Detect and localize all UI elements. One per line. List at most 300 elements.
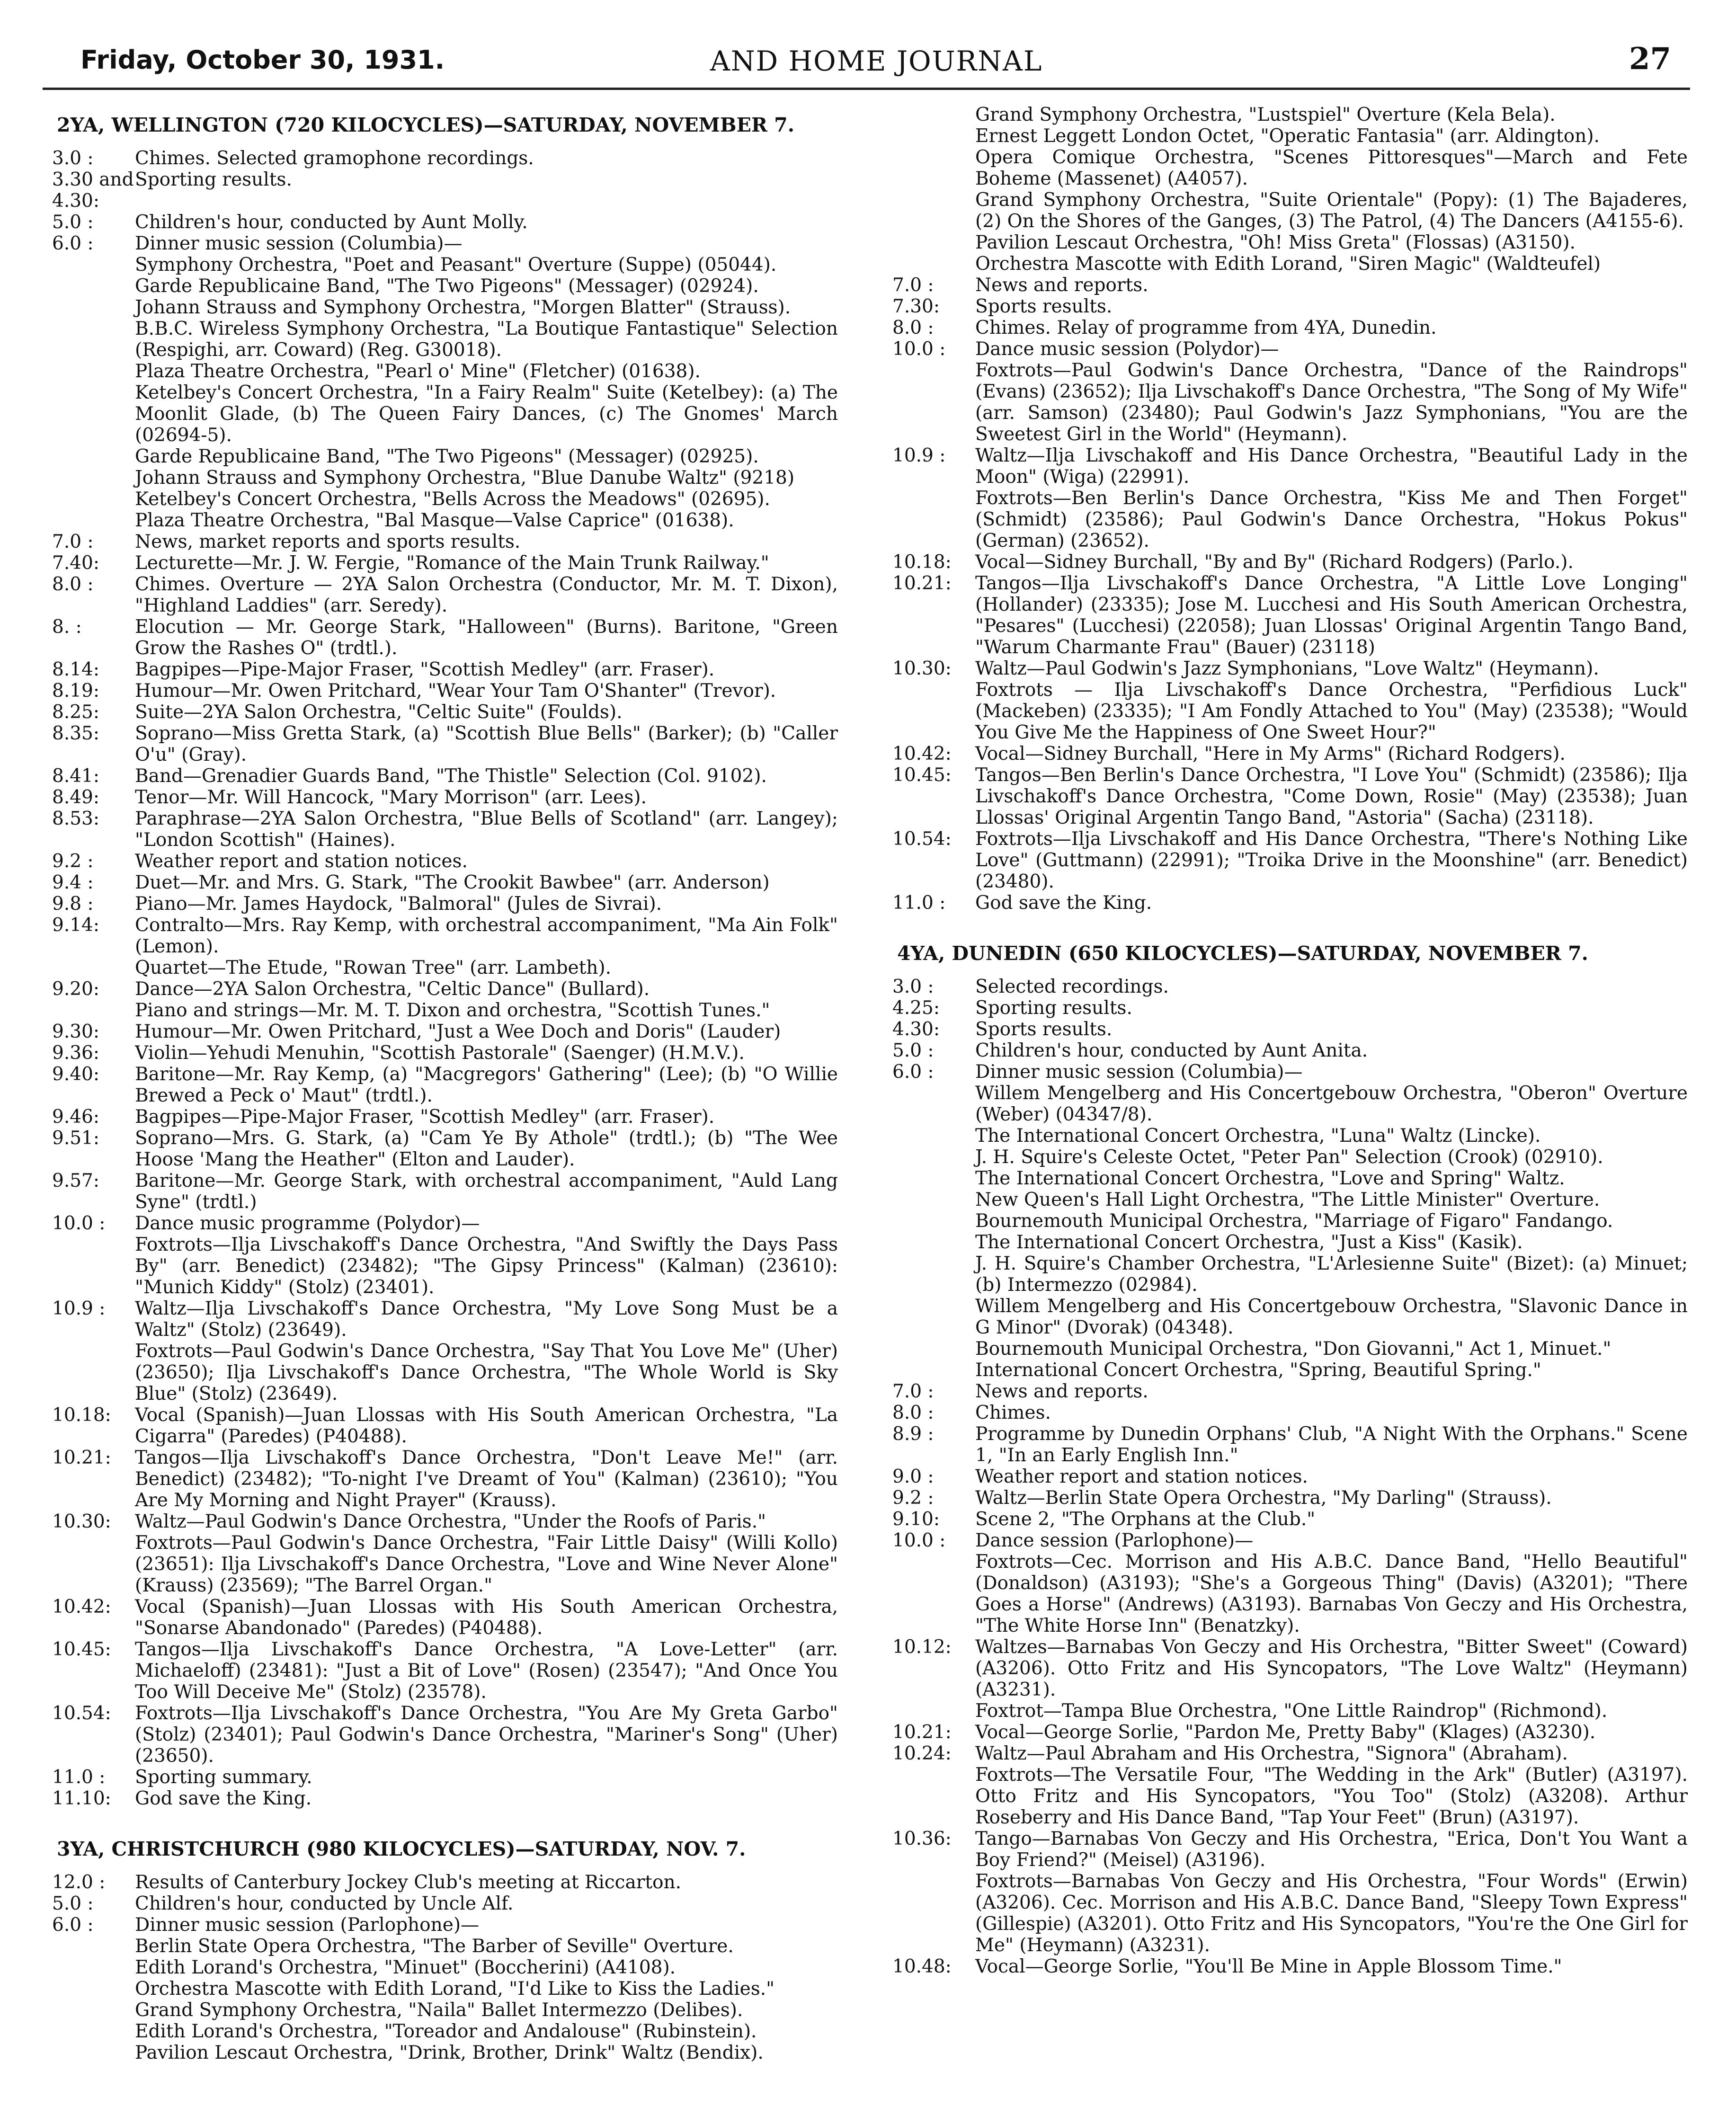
entry-time — [52, 254, 135, 275]
entry-time — [52, 2042, 135, 2063]
programme-entry — [52, 978, 838, 1000]
entry-text: Vocal—Sidney Burchall, "Here in My Arms" (Richard Rodgers). — [975, 743, 1566, 764]
entry-time — [892, 1700, 975, 1722]
entry-text: God save the King. — [975, 892, 1152, 914]
programme-entry — [52, 659, 838, 680]
entry-text: Vocal—George Sorlie, "Pardon Me, Pretty Baby" (Klages) (A3230). — [975, 1722, 1596, 1743]
entry-text: Tango—Barnabas Von Geczy and His Orchestra, "Erica, Don't You Want a Boy Friend?" (Meisel) (A3196). — [975, 1828, 1688, 1871]
programme-entry — [52, 2021, 838, 2042]
entry-time — [892, 189, 975, 232]
entry-text: Foxtrots—Paul Godwin's Dance Orchestra, "Say That You Love Me" (Uher) (23650); Ilja Livschakoff's Dance Orchestra, "The Whole World is Sky Blue" (Stolz) (23649). — [135, 1341, 838, 1404]
right-column — [892, 104, 1688, 1977]
issue-date: Friday, October 30, 1931. — [80, 45, 445, 75]
entry-text: Sporting summary. — [135, 1767, 312, 1788]
entry-text: Pavilion Lescaut Orchestra, "Drink, Brother, Drink" Waltz (Bendix). — [135, 2042, 764, 2063]
entry-text: Elocution — Mr. George Stark, "Halloween" (Burns). Baritone, "Green Grow the Rashes O" (trdtl.). — [135, 616, 838, 659]
programme-entry — [52, 957, 838, 978]
entry-time: 10.45: — [52, 1639, 111, 1660]
entry-text: Foxtrots—Paul Godwin's Dance Orchestra, "Fair Little Daisy" (Willi Kollo) (23651): Ilja Livschakoff's Dance Orchestra, "Love and Wine Never Alone" (Krauss) (23569); "The Barrel Organ." — [135, 1532, 838, 1596]
entry-text: Garde Republicaine Band, "The Two Pigeons" (Messager) (02924). — [135, 275, 759, 297]
programme-entry — [892, 1232, 1688, 1253]
section-title-christchurch: 3YA, CHRISTCHURCH (980 KILOCYCLES)—SATURDAY, NOV. 7. — [57, 1838, 746, 1860]
programme-entry — [892, 1871, 1688, 1956]
entry-time: 9.46: — [52, 1106, 99, 1128]
entry-time — [892, 1146, 975, 1168]
programme-entry — [892, 1722, 1688, 1743]
entry-text: Contralto—Mrs. Ray Kemp, with orchestral accompaniment, "Ma Ain Folk" (Lemon). — [135, 915, 838, 957]
entry-text: Weather report and station notices. — [135, 851, 468, 872]
entry-text: Children's hour, conducted by Uncle Alf. — [135, 1893, 514, 1914]
programme-entry — [892, 1551, 1688, 1636]
entry-time: 11.0 : — [892, 892, 946, 914]
entry-text: Bournemouth Municipal Orchestra, "Don Giovanni," Act 1, Minuet." — [975, 1338, 1611, 1360]
entry-text: Plaza Theatre Orchestra, "Bal Masque—Valse Caprice" (01638). — [135, 510, 734, 531]
programme-entry — [52, 510, 838, 531]
programme-entry — [52, 1999, 838, 2021]
programme-entry — [52, 1341, 838, 1404]
entry-text: Humour—Mr. Owen Pritchard, "Wear Your Tam O'Shanter" (Trevor). — [135, 680, 776, 702]
entry-time: 9.14: — [52, 915, 99, 936]
entry-text: Opera Comique Orchestra, "Scenes Pittoresques"—March and Fete Boheme (Massenet) (A4057). — [975, 147, 1688, 189]
entry-text: J. H. Squire's Celeste Octet, "Peter Pan" Selection (Crook) (02910). — [975, 1146, 1603, 1168]
entry-text: Ernest Leggett London Octet, "Operatic Fantasia" (arr. Aldington). — [975, 125, 1600, 147]
programme-entry — [892, 1360, 1688, 1381]
entry-time — [52, 2021, 135, 2042]
programme-entry — [52, 1978, 838, 1999]
entry-time: 10.9 : — [892, 445, 946, 466]
programme-entry — [892, 892, 1688, 914]
programme-entry — [892, 1828, 1688, 1871]
entry-text: Sports results. — [975, 296, 1113, 317]
entry-time: 3.30 and 4.30: — [52, 169, 134, 212]
entry-text: Willem Mengelberg and His Concertgebouw Orchestra, "Oberon" Overture (Weber) (04347/8). — [975, 1083, 1688, 1125]
entry-text: Foxtrots—The Versatile Four, "The Wedding in the Ark" (Butler) (A3197). Otto Fritz and His Syncopators, "You Too" (Stolz) (A3208). Arthur Roseberry and His Dance Band, "Tap Your Feet" (Brun) (A3197). — [975, 1764, 1688, 1828]
programme-entry — [52, 169, 838, 212]
programme-entry — [52, 851, 838, 872]
entry-time: 3.0 : — [892, 976, 934, 997]
entry-text: Ketelbey's Concert Orchestra, "Bells Across the Meadows" (02695). — [135, 489, 770, 510]
entry-time: 5.0 : — [892, 1040, 934, 1061]
entry-text: The International Concert Orchestra, "Just a Kiss" (Kasik). — [975, 1232, 1523, 1253]
section-gap — [52, 1809, 838, 1828]
programme-entry — [892, 1956, 1688, 1977]
entry-time: 9.8 : — [52, 893, 94, 915]
entry-text: Vocal (Spanish)—Juan Llossas with His South American Orchestra, "La Cigarra" (Paredes) (P40488). — [135, 1404, 838, 1447]
programme-entry — [52, 808, 838, 851]
entry-text: Pavilion Lescaut Orchestra, "Oh! Miss Greta" (Flossas) (A3150). — [975, 232, 1576, 253]
programme-entry — [52, 1064, 838, 1106]
entry-text: Symphony Orchestra, "Poet and Peasant" Overture (Suppe) (05044). — [135, 254, 777, 275]
programme-entry — [52, 1213, 838, 1234]
entry-text: News, market reports and sports results. — [135, 531, 521, 552]
entry-time: 10.0 : — [892, 338, 946, 360]
entry-time: 11.0 : — [52, 1767, 106, 1788]
entry-time: 10.54: — [52, 1703, 111, 1724]
programme-entry — [52, 1234, 838, 1298]
entry-text: Humour—Mr. Owen Pritchard, "Just a Wee Doch and Doris" (Lauder) — [135, 1021, 781, 1042]
programme-entry — [892, 1743, 1688, 1764]
programme-entry — [52, 1788, 838, 1809]
entry-text: News and reports. — [975, 1381, 1148, 1402]
entry-time: 10.30: — [52, 1511, 111, 1532]
entry-time: 10.48: — [892, 1956, 952, 1977]
entry-time — [892, 1210, 975, 1232]
programme-entry — [52, 318, 838, 361]
programme-entry — [52, 680, 838, 702]
entry-text: Band—Grenadier Guards Band, "The Thistle" Selection (Col. 9102). — [135, 765, 767, 787]
entry-text: Waltz—Ilja Livschakoff and His Dance Orchestra, "Beautiful Lady in the Moon" (Wiga) (22991). — [975, 445, 1688, 488]
programme-entry — [892, 445, 1688, 488]
entry-text: Waltz—Paul Godwin's Dance Orchestra, "Under the Roofs of Paris." — [135, 1511, 766, 1532]
programme-entry — [52, 233, 838, 254]
entry-text: Plaza Theatre Orchestra, "Pearl o' Mine" (Fletcher) (01638). — [135, 361, 701, 382]
programme-entry — [52, 787, 838, 808]
entry-time — [52, 510, 135, 531]
entry-time — [892, 147, 975, 189]
entry-text: Tangos—Ben Berlin's Dance Orchestra, "I Love You" (Schmidt) (23586); Ilja Livschakoff's Dance Orchestra, "Come Down, Rosie" (May) (23538); Juan Llossas' Original Argentin Tango Band, "Astoria" (Sacha) (23118). — [975, 764, 1688, 828]
entry-time — [52, 382, 135, 446]
entry-text: Foxtrots — Ilja Livschakoff's Dance Orchestra, "Perfidious Luck" (Mackeben) (23335); "I Am Fondly Attached to You" (May) (23538); "Would You Give Me the Happiness of One Sweet Hour?" — [975, 679, 1688, 743]
entry-time: 9.20: — [52, 978, 99, 1000]
entry-time: 9.4 : — [52, 872, 94, 893]
programme-entry — [892, 997, 1688, 1019]
programme-entry — [52, 1703, 838, 1767]
entry-time: 7.0 : — [52, 531, 94, 552]
entry-text: Tenor—Mr. Will Hancock, "Mary Morrison" (arr. Lees). — [135, 787, 647, 808]
entry-time — [52, 275, 135, 297]
entry-text: Dinner music session (Parlophone)— — [135, 1914, 480, 1936]
entry-text: Dance music programme (Polydor)— — [135, 1213, 480, 1234]
entry-time — [892, 1296, 975, 1338]
entry-time: 10.36: — [892, 1828, 952, 1849]
entry-text: International Concert Orchestra, "Spring, Beautiful Spring." — [975, 1360, 1541, 1381]
entry-text: Soprano—Mrs. G. Stark, (a) "Cam Ye By Athole" (trdtl.); (b) "The Wee Hoose 'Mang the Heather" (Elton and Lauder). — [135, 1128, 838, 1170]
entry-text: Weather report and station notices. — [975, 1466, 1308, 1487]
entry-text: Foxtrots—Ilja Livschakoff's Dance Orchestra, "And Swiftly the Days Pass By" (arr. Benedict) (23482); "The Gipsy Princess" (Kalman) (23610): "Munich Kiddy" (Stolz) (23401). — [135, 1234, 838, 1298]
entry-time: 10.45: — [892, 764, 952, 786]
programme-entry — [892, 1019, 1688, 1040]
entry-text: The International Concert Orchestra, "Love and Spring" Waltz. — [975, 1168, 1565, 1189]
section-title-dunedin: 4YA, DUNEDIN (650 KILOCYCLES)—SATURDAY, NOVEMBER 7. — [897, 942, 1588, 965]
programme-entry — [52, 1170, 838, 1213]
programme-entry — [52, 1447, 838, 1511]
entry-time: 10.42: — [892, 743, 952, 764]
entry-time — [52, 467, 135, 489]
programme-entry — [892, 573, 1688, 658]
programme-entry — [52, 297, 838, 318]
entry-text: Dance music session (Polydor)— — [975, 338, 1279, 360]
programme-entry — [52, 1872, 838, 1893]
programme-entry — [52, 1106, 838, 1128]
programme-entry — [52, 616, 838, 659]
section-gap — [892, 914, 1688, 933]
programme-entry — [52, 574, 838, 616]
entry-text: Foxtrot—Tampa Blue Orchestra, "One Little Raindrop" (Richmond). — [975, 1700, 1608, 1722]
entry-time: 9.2 : — [52, 851, 94, 872]
entry-text: Piano—Mr. James Haydock, "Balmoral" (Jules de Sivrai). — [135, 893, 662, 915]
entry-time — [52, 1957, 135, 1978]
entry-time: 9.10: — [892, 1509, 940, 1530]
entry-time: 10.18: — [892, 551, 952, 573]
entry-time: 6.0 : — [52, 233, 94, 254]
programme-entry — [52, 361, 838, 382]
entry-time: 10.24: — [892, 1743, 952, 1764]
entry-text: Tangos—Ilja Livschakoff's Dance Orchestra, "A Love-Letter" (arr. Michaeloff) (23481): "Just a Bit of Love" (Rosen) (23547); "And Once You Too Will Deceive Me" (Stolz) (23578). — [135, 1639, 838, 1703]
entry-text: Bagpipes—Pipe-Major Fraser, "Scottish Medley" (arr. Fraser). — [135, 659, 715, 680]
entry-time: 9.2 : — [892, 1487, 934, 1509]
programme-entry — [52, 1893, 838, 1914]
entry-time: 6.0 : — [892, 1061, 934, 1083]
programme-entry — [892, 317, 1688, 338]
entry-text: Duet—Mr. and Mrs. G. Stark, "The Crookit Bawbee" (arr. Anderson) — [135, 872, 770, 893]
entry-text: Foxtrots—Cec. Morrison and His A.B.C. Dance Band, "Hello Beautiful" (Donaldson) (A3193); "She's a Gorgeous Thing" (Davis) (A3201); "There Goes a Horse" (Andrews) (A3193). Barnabas Von Geczy and His Orchestra, "The White Horse Inn" (Benatzky). — [975, 1551, 1688, 1636]
programme-entry — [892, 658, 1688, 679]
entry-text: Children's hour, conducted by Aunt Molly. — [135, 212, 528, 233]
programme-entry — [52, 1000, 838, 1021]
programme-entry — [892, 743, 1688, 764]
programme-entry — [52, 382, 838, 446]
entry-text: News and reports. — [975, 275, 1148, 296]
entry-time — [892, 1551, 975, 1636]
entry-text: Piano and strings—Mr. M. T. Dixon and orchestra, "Scottish Tunes." — [135, 1000, 770, 1021]
entry-time — [892, 488, 975, 551]
programme-entry — [892, 232, 1688, 253]
programme-entry — [892, 1402, 1688, 1423]
programme-entry — [52, 723, 838, 765]
programme-entry — [52, 702, 838, 723]
entry-time: 7.0 : — [892, 1381, 934, 1402]
entry-time — [52, 489, 135, 510]
programme-entry — [52, 552, 838, 574]
entry-text: Children's hour, conducted by Aunt Anita. — [975, 1040, 1368, 1061]
entry-time — [52, 318, 135, 361]
entry-text: Chimes. Overture — 2YA Salon Orchestra (Conductor, Mr. M. T. Dixon), "Highland Laddies" (arr. Seredy). — [135, 574, 838, 616]
entry-text: Paraphrase—2YA Salon Orchestra, "Blue Bells of Scotland" (arr. Langey); "London Scottish" (Haines). — [135, 808, 838, 851]
entry-time — [892, 125, 975, 147]
entry-time: 10.54: — [892, 828, 952, 850]
programme-entry — [52, 1596, 838, 1639]
entry-text: Results of Canterbury Jockey Club's meeting at Riccarton. — [135, 1872, 682, 1893]
programme-entry — [892, 1083, 1688, 1125]
entry-text: Grand Symphony Orchestra, "Lustspiel" Overture (Kela Bela). — [975, 104, 1556, 125]
entry-text: Berlin State Opera Orchestra, "The Barber of Seville" Overture. — [135, 1936, 734, 1957]
entry-time: 8.0 : — [892, 1402, 934, 1423]
entry-time: 8.19: — [52, 680, 99, 702]
entry-text: Foxtrots—Ilja Livschakoff and His Dance Orchestra, "There's Nothing Like Love" (Guttmann) (22991); "Troika Drive in the Moonshine" (arr. Benedict) (23480). — [975, 828, 1688, 892]
programme-entry — [52, 254, 838, 275]
programme-entry — [892, 338, 1688, 360]
programme-entry — [892, 147, 1688, 189]
entry-time: 10.9 : — [52, 1298, 106, 1319]
programme-entry — [892, 1636, 1688, 1700]
programme-entry — [892, 275, 1688, 296]
programme-entry — [52, 1936, 838, 1957]
entry-time: 5.0 : — [52, 212, 94, 233]
entry-time: 10.0 : — [892, 1530, 946, 1551]
programme-entry — [892, 1040, 1688, 1061]
programme-entry — [52, 765, 838, 787]
programme-entry — [892, 679, 1688, 743]
entry-time: 6.0 : — [52, 1914, 94, 1936]
entry-time — [892, 679, 975, 743]
entry-time: 10.21: — [52, 1447, 111, 1468]
programme-entry — [892, 1338, 1688, 1360]
entry-time — [52, 297, 135, 318]
entry-text: Chimes. Relay of programme from 4YA, Dunedin. — [975, 317, 1437, 338]
entry-text: Baritone—Mr. Ray Kemp, (a) "Macgregors' Gathering" (Lee); (b) "O Willie Brewed a Peck o' Maut" (trdtl.). — [135, 1064, 838, 1106]
programme-entry — [892, 189, 1688, 232]
entry-text: Garde Republicaine Band, "The Two Pigeons" (Messager) (02925). — [135, 446, 759, 467]
programme-entry — [52, 1639, 838, 1703]
entry-time — [52, 1532, 135, 1596]
journal-title: AND HOME JOURNAL — [710, 45, 1043, 77]
programme-entry — [52, 1957, 838, 1978]
entry-time: 10.12: — [892, 1636, 952, 1658]
entry-time: 9.40: — [52, 1064, 99, 1085]
entry-text: Waltz—Paul Abraham and His Orchestra, "Signora" (Abraham). — [975, 1743, 1568, 1764]
programme-entry — [892, 1466, 1688, 1487]
programme-entry — [892, 1423, 1688, 1466]
entry-time: 10.18: — [52, 1404, 111, 1426]
entry-time — [52, 1341, 135, 1404]
entry-time — [892, 1871, 975, 1956]
entry-text: Willem Mengelberg and His Concertgebouw Orchestra, "Slavonic Dance in G Minor" (Dvorak) (04348). — [975, 1296, 1688, 1338]
entry-time — [52, 1978, 135, 1999]
entry-time — [892, 1083, 975, 1125]
entry-text: Orchestra Mascotte with Edith Lorand, "Siren Magic" (Waldteufel) — [975, 253, 1601, 275]
entry-time: 10.30: — [892, 658, 952, 679]
entry-text: Waltz—Paul Godwin's Jazz Symphonians, "Love Waltz" (Heymann). — [975, 658, 1599, 679]
programme-entry — [892, 296, 1688, 317]
entry-time: 8.9 : — [892, 1423, 934, 1445]
programme-entry — [52, 1511, 838, 1532]
entry-time: 9.0 : — [892, 1466, 934, 1487]
entry-text: Orchestra Mascotte with Edith Lorand, "I'd Like to Kiss the Ladies." — [135, 1978, 775, 1999]
entry-time: 7.0 : — [892, 275, 934, 296]
entry-time — [892, 1232, 975, 1253]
entry-time: 10.0 : — [52, 1213, 106, 1234]
entry-text: Chimes. — [975, 1402, 1051, 1423]
entry-text: Sports results. — [975, 1019, 1113, 1040]
entry-text: Johann Strauss and Symphony Orchestra, "Blue Danube Waltz" (9218) — [135, 467, 795, 489]
programme-entry — [52, 1021, 838, 1042]
programme-entry — [892, 104, 1688, 125]
entry-time — [892, 104, 975, 125]
entry-time: 12.0 : — [52, 1872, 106, 1893]
entry-time — [892, 360, 975, 445]
entry-time: 8. : — [52, 616, 82, 638]
entry-time — [892, 1168, 975, 1189]
entry-time: 4.25: — [892, 997, 940, 1019]
programme-entry — [892, 764, 1688, 828]
entry-text: Waltzes—Barnabas Von Geczy and His Orchestra, "Bitter Sweet" (Coward) (A3206). Otto Fritz and His Syncopators, "The Love Waltz" (Heymann) (A3231). — [975, 1636, 1688, 1700]
programme-entry — [52, 531, 838, 552]
entry-text: Chimes. Selected gramophone recordings. — [135, 148, 534, 169]
entry-time: 7.30: — [892, 296, 940, 317]
entry-time: 10.42: — [52, 1596, 111, 1617]
programme-entry — [892, 1296, 1688, 1338]
entry-text: Violin—Yehudi Menuhin, "Scottish Pastorale" (Saenger) (H.M.V.). — [135, 1042, 745, 1064]
programme-entry — [892, 1253, 1688, 1296]
entry-text: Waltz—Berlin State Opera Orchestra, "My Darling" (Strauss). — [975, 1487, 1552, 1509]
entry-text: Ketelbey's Concert Orchestra, "In a Fairy Realm" Suite (Ketelbey): (a) The Moonlit Glade, (b) The Queen Fairy Dances, (c) The Gnomes' March (02694-5). — [135, 382, 838, 446]
entry-text: God save the King. — [135, 1788, 312, 1809]
programme-entry — [52, 489, 838, 510]
programme-entry — [892, 828, 1688, 892]
entry-text: Foxtrots—Ilja Livschakoff's Dance Orchestra, "You Are My Greta Garbo" (Stolz) (23401); Paul Godwin's Dance Orchestra, "Mariner's Song" (Uher) (23650). — [135, 1703, 838, 1767]
entry-text: Sporting results. — [975, 997, 1132, 1019]
programme-entry — [892, 1764, 1688, 1828]
programme-entry — [52, 915, 838, 957]
programme-entry — [52, 446, 838, 467]
entry-text: Vocal—Sidney Burchall, "By and By" (Richard Rodgers) (Parlo.). — [975, 551, 1574, 573]
christchurch-programme-continued — [892, 104, 1688, 914]
programme-entry — [52, 893, 838, 915]
programme-entry — [52, 1914, 838, 1936]
entry-text: Bournemouth Municipal Orchestra, "Marriage of Figaro" Fandango. — [975, 1210, 1613, 1232]
entry-time — [52, 1936, 135, 1957]
page-number: 27 — [1629, 41, 1671, 77]
entry-time: 8.25: — [52, 702, 99, 723]
entry-text: Waltz—Ilja Livschakoff's Dance Orchestra, "My Love Song Must be a Waltz" (Stolz) (23649). — [135, 1298, 838, 1341]
entry-text: Foxtrots—Ben Berlin's Dance Orchestra, "Kiss Me and Then Forget" (Schmidt) (23586); Paul Godwin's Dance Orchestra, "Hokus Pokus" (German) (23652). — [975, 488, 1688, 551]
entry-time: 4.30: — [892, 1019, 940, 1040]
entry-text: Programme by Dunedin Orphans' Club, "A Night With the Orphans." Scene 1, "In an Early English Inn." — [975, 1423, 1688, 1466]
programme-entry — [892, 551, 1688, 573]
programme-entry — [892, 360, 1688, 445]
entry-time — [52, 1999, 135, 2021]
programme-entry — [892, 976, 1688, 997]
entry-time: 10.21: — [892, 1722, 952, 1743]
entry-time: 11.10: — [52, 1788, 111, 1809]
programme-entry — [52, 148, 838, 169]
christchurch-programme — [52, 1872, 838, 2063]
entry-time: 9.57: — [52, 1170, 99, 1191]
entry-text: Baritone—Mr. George Stark, with orchestral accompaniment, "Auld Lang Syne" (trdtl.) — [135, 1170, 838, 1213]
entry-time — [892, 253, 975, 275]
programme-entry — [892, 1146, 1688, 1168]
entry-text: Vocal—George Sorlie, "You'll Be Mine in Apple Blossom Time." — [975, 1956, 1562, 1977]
entry-time — [892, 1764, 975, 1828]
entry-text: Grand Symphony Orchestra, "Suite Orientale" (Popy): (1) The Bajaderes, (2) On the Shores of the Ganges, (3) The Patrol, (4) The Dancers (A4155-6). — [975, 189, 1688, 232]
entry-text: B.B.C. Wireless Symphony Orchestra, "La Boutique Fantastique" Selection (Respighi, arr. Coward) (Reg. G30018). — [135, 318, 838, 361]
programme-entry — [52, 1042, 838, 1064]
entry-text: Quartet—The Etude, "Rowan Tree" (arr. Lambeth). — [135, 957, 612, 978]
entry-time: 8.0 : — [52, 574, 94, 595]
programme-entry — [52, 212, 838, 233]
entry-time — [52, 1000, 135, 1021]
entry-time — [52, 957, 135, 978]
entry-time: 8.49: — [52, 787, 99, 808]
entry-text: Dinner music session (Columbia)— — [975, 1061, 1303, 1083]
entry-text: Johann Strauss and Symphony Orchestra, "Morgen Blatter" (Strauss). — [135, 297, 791, 318]
programme-entry — [892, 1061, 1688, 1083]
entry-time: 8.35: — [52, 723, 99, 744]
programme-entry — [892, 1509, 1688, 1530]
entry-text: Lecturette—Mr. J. W. Fergie, "Romance of the Main Trunk Railway." — [135, 552, 769, 574]
entry-time — [892, 1360, 975, 1381]
entry-text: J. H. Squire's Chamber Orchestra, "L'Arlesienne Suite" (Bizet): (a) Minuet; (b) Intermezzo (02984). — [975, 1253, 1688, 1296]
programme-entry — [52, 467, 838, 489]
programme-entry — [892, 1189, 1688, 1210]
programme-entry — [892, 253, 1688, 275]
entry-text: Edith Lorand's Orchestra, "Toreador and Andalouse" (Rubinstein). — [135, 2021, 757, 2042]
entry-time: 9.51: — [52, 1128, 99, 1149]
entry-text: The International Concert Orchestra, "Luna" Waltz (Lincke). — [975, 1125, 1541, 1146]
programme-entry — [52, 2042, 838, 2063]
entry-text: Suite—2YA Salon Orchestra, "Celtic Suite" (Foulds). — [135, 702, 623, 723]
entry-time: 9.30: — [52, 1021, 99, 1042]
